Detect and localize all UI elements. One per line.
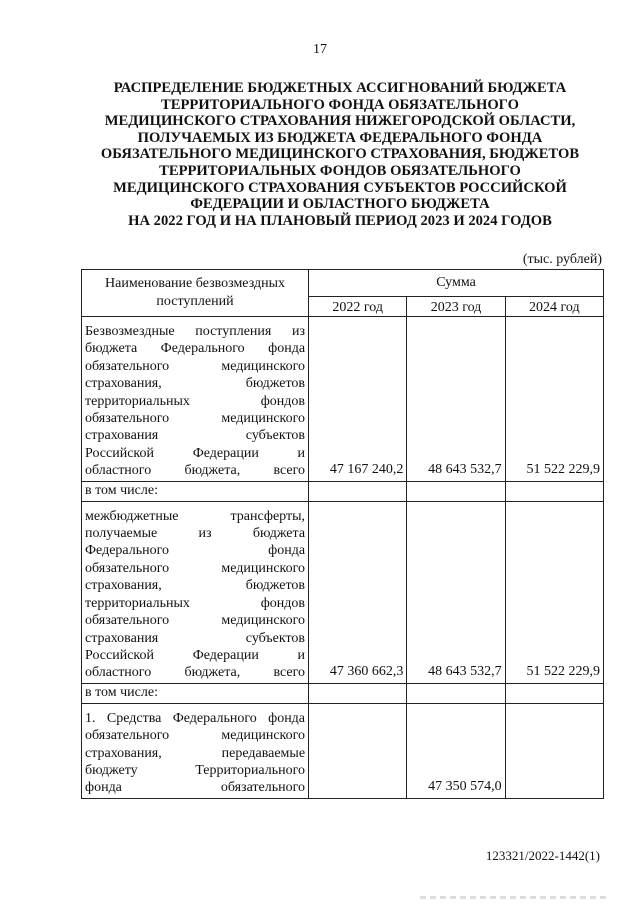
description-line: обязательного медицинского bbox=[85, 358, 306, 374]
empty-cell bbox=[505, 683, 603, 703]
description-line: фонда обязательного bbox=[85, 780, 306, 796]
year-2023-header: 2023 год bbox=[407, 297, 505, 317]
description-line: Безвозмездные поступления из bbox=[85, 324, 306, 339]
row-description bbox=[82, 703, 309, 798]
table-header-row bbox=[82, 270, 604, 297]
description-line: бюджета Федерального фонда bbox=[85, 341, 306, 357]
including-label: в том числе: bbox=[82, 683, 309, 703]
value-2024: 51 522 229,9 bbox=[505, 501, 603, 683]
scan-artifact bbox=[420, 896, 610, 899]
table-row bbox=[82, 317, 604, 482]
description-line: бюджету Территориального bbox=[85, 762, 306, 778]
including-label: в том числе: bbox=[82, 481, 309, 501]
value-2023: 47 350 574,0 bbox=[407, 703, 505, 798]
year-2022-header: 2022 год bbox=[309, 297, 407, 317]
description-line: страхования, бюджетов bbox=[85, 578, 306, 594]
row-description bbox=[82, 317, 309, 482]
empty-cell bbox=[505, 481, 603, 501]
title-line: НА 2022 ГОД И НА ПЛАНОВЫЙ ПЕРИОД 2023 И 2024 ГОДОВ bbox=[128, 212, 552, 229]
description-line: 1. Средства Федерального фонда bbox=[85, 710, 306, 726]
page-number: 17 bbox=[313, 42, 327, 57]
value-2022: 47 360 662,3 bbox=[309, 501, 407, 683]
description-line: Российской Федерации и bbox=[85, 445, 306, 461]
description-line: областного бюджета, всего bbox=[85, 463, 306, 479]
value-2022 bbox=[309, 703, 407, 798]
units-label: (тыс. рублей) bbox=[522, 252, 602, 267]
title-line: ОБЯЗАТЕЛЬНОГО МЕДИЦИНСКОГО СТРАХОВАНИЯ, БЮДЖЕТОВ bbox=[100, 146, 580, 163]
title-line: ПОЛУЧАЕМЫХ ИЗ БЮДЖЕТА ФЕДЕРАЛЬНОГО ФОНДА bbox=[137, 129, 543, 146]
description-line: страхования субъектов bbox=[85, 428, 306, 444]
title-line: МЕДИЦИНСКОГО СТРАХОВАНИЯ НИЖЕГОРОДСКОЙ ОБЛАСТИ, bbox=[104, 113, 576, 130]
title-line: МЕДИЦИНСКОГО СТРАХОВАНИЯ СУБЪЕКТОВ РОССИЙСКОЙ bbox=[113, 179, 567, 196]
value-2024 bbox=[505, 703, 603, 798]
description-line: получаемые из бюджета bbox=[85, 526, 306, 542]
header-name-cell: Наименование безвозмездных поступлений bbox=[82, 270, 309, 317]
value-2022: 47 167 240,2 bbox=[309, 317, 407, 482]
description-line: страхования субъектов bbox=[85, 630, 306, 646]
title-line: ТЕРРИТОРИАЛЬНЫХ ФОНДОВ ОБЯЗАТЕЛЬНОГО bbox=[159, 162, 521, 179]
description-line: обязательного медицинского bbox=[85, 560, 306, 576]
empty-cell bbox=[407, 683, 505, 703]
value-2023: 48 643 532,7 bbox=[407, 317, 505, 482]
title-line: ТЕРРИТОРИАЛЬНОГО ФОНДА ОБЯЗАТЕЛЬНОГО bbox=[161, 96, 519, 113]
description-line: территориальных фондов bbox=[85, 595, 306, 611]
value-2023: 48 643 532,7 bbox=[407, 501, 505, 683]
description-line: Российской Федерации и bbox=[85, 647, 306, 663]
description-line: страхования, бюджетов bbox=[85, 376, 306, 392]
description-line: областного бюджета, всего bbox=[85, 665, 306, 681]
description-line: территориальных фондов bbox=[85, 393, 306, 409]
description-line: межбюджетные трансферты, bbox=[85, 508, 306, 524]
empty-cell bbox=[407, 481, 505, 501]
year-2024-header: 2024 год bbox=[505, 297, 603, 317]
budget-table bbox=[81, 269, 604, 799]
table-row bbox=[82, 481, 604, 501]
description-line: Федерального фонда bbox=[85, 543, 306, 559]
row-description bbox=[82, 501, 309, 683]
table-row bbox=[82, 703, 604, 798]
header-sum-cell: Сумма bbox=[309, 270, 604, 297]
description-line: обязательного медицинского bbox=[85, 728, 306, 744]
empty-cell bbox=[309, 481, 407, 501]
title-line: РАСПРЕДЕЛЕНИЕ БЮДЖЕТНЫХ АССИГНОВАНИЙ БЮДЖЕТА bbox=[113, 80, 567, 96]
title-line: ФЕДЕРАЦИИ И ОБЛАСТНОГО БЮДЖЕТА bbox=[190, 196, 490, 213]
description-line: страхования, передаваемые bbox=[85, 745, 306, 761]
empty-cell bbox=[309, 683, 407, 703]
table-row bbox=[82, 501, 604, 683]
table-row bbox=[82, 683, 604, 703]
value-2024: 51 522 229,9 bbox=[505, 317, 603, 482]
description-line: обязательного медицинского bbox=[85, 613, 306, 629]
document-code: 123321/2022-1442(1) bbox=[485, 848, 600, 863]
description-line: обязательного медицинского bbox=[85, 411, 306, 427]
document-title bbox=[85, 80, 595, 229]
